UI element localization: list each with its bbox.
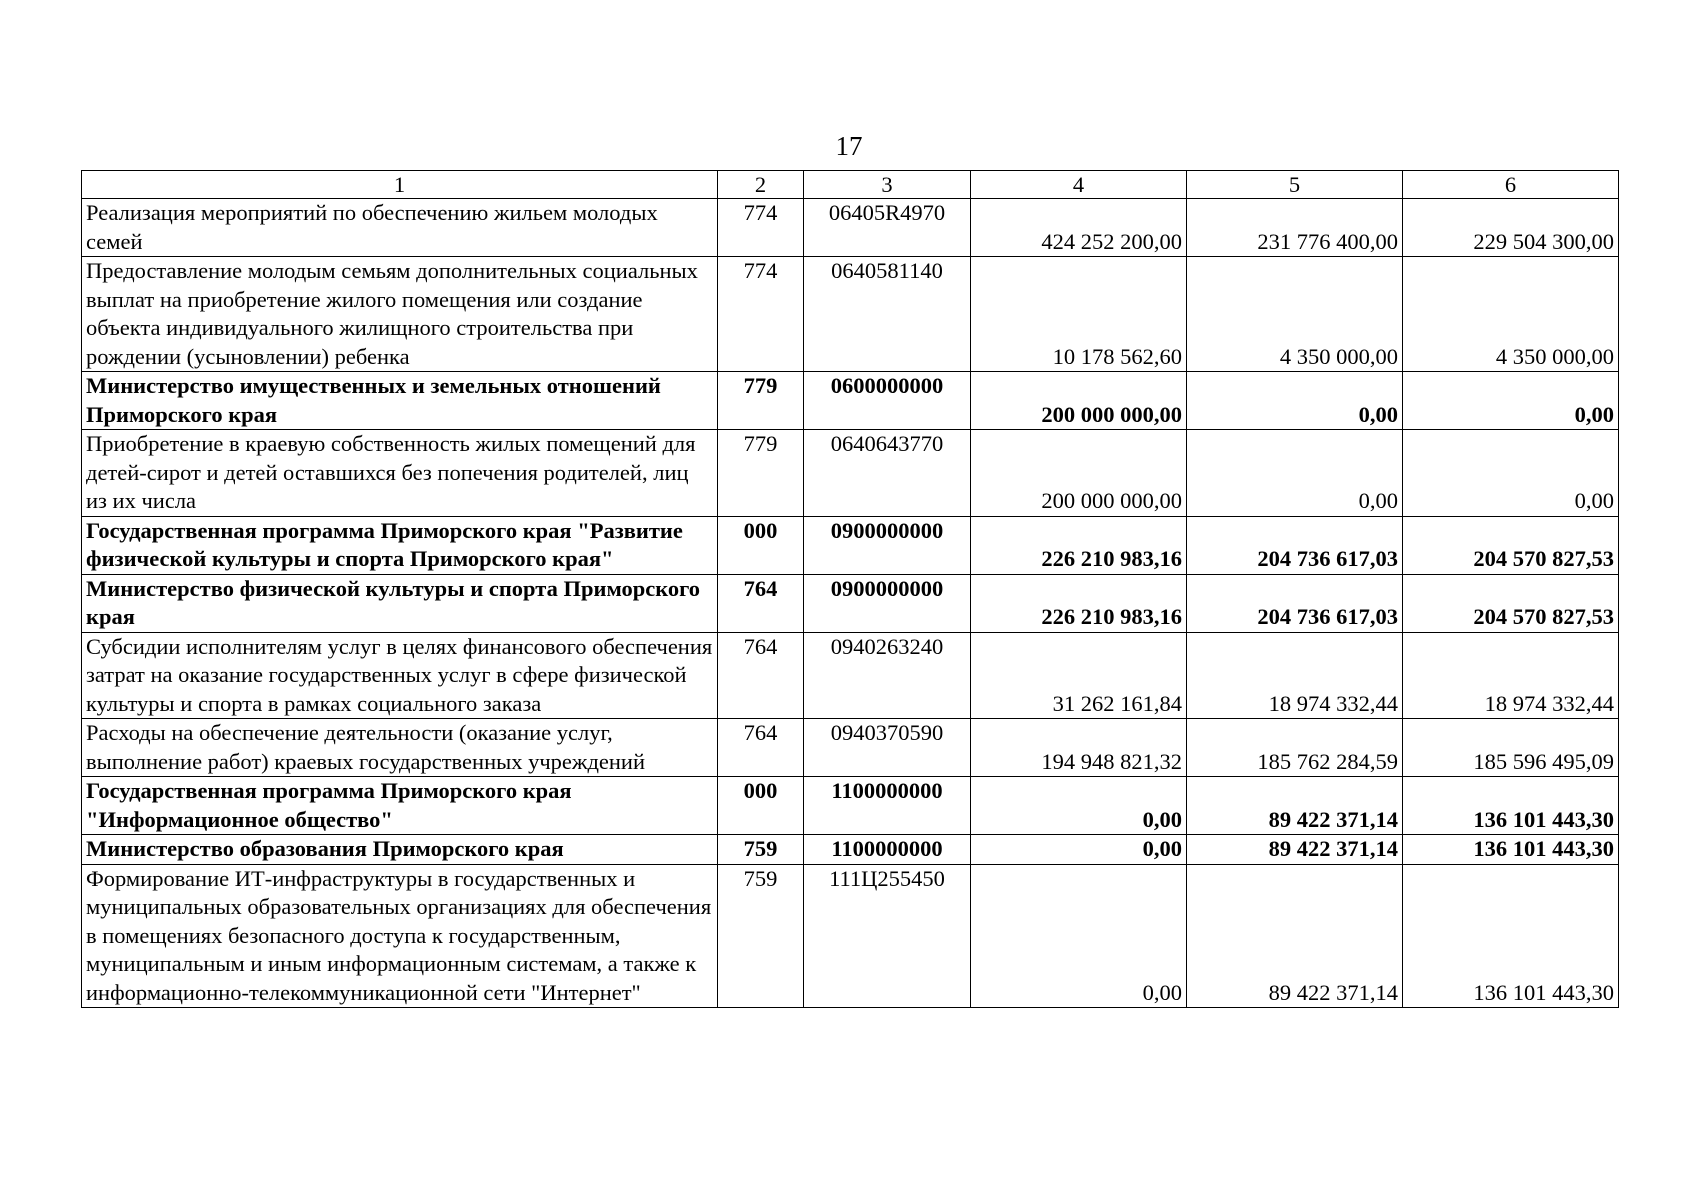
table-row (82, 516, 1619, 574)
row-value-col6: 18 974 332,44 (1403, 632, 1619, 719)
row-department-code: 774 (718, 199, 804, 257)
row-name: Государственная программа Приморского края "Развитие физической культуры и спорта Приморского края" (82, 516, 718, 574)
column-header: 2 (718, 171, 804, 199)
row-value-col5: 204 736 617,03 (1187, 516, 1403, 574)
row-value-col5: 89 422 371,14 (1187, 835, 1403, 865)
row-department-code: 779 (718, 372, 804, 430)
row-name: Расходы на обеспечение деятельности (оказание услуг, выполнение работ) краевых государственных учреждений (82, 719, 718, 777)
row-value-col6: 136 101 443,30 (1403, 835, 1619, 865)
table-row (82, 257, 1619, 372)
row-value-col4: 194 948 821,32 (971, 719, 1187, 777)
row-department-code: 774 (718, 257, 804, 372)
column-header: 3 (804, 171, 971, 199)
row-value-col5: 89 422 371,14 (1187, 777, 1403, 835)
column-header: 1 (82, 171, 718, 199)
row-value-col4: 200 000 000,00 (971, 372, 1187, 430)
row-target-code: 0600000000 (804, 372, 971, 430)
row-value-col4: 424 252 200,00 (971, 199, 1187, 257)
row-department-code: 764 (718, 632, 804, 719)
row-target-code: 1100000000 (804, 835, 971, 865)
row-value-col4: 226 210 983,16 (971, 516, 1187, 574)
row-value-col5: 18 974 332,44 (1187, 632, 1403, 719)
column-header: 4 (971, 171, 1187, 199)
row-target-code: 0640643770 (804, 430, 971, 517)
row-target-code: 111Ц255450 (804, 864, 971, 1008)
row-value-col5: 231 776 400,00 (1187, 199, 1403, 257)
row-name: Субсидии исполнителям услуг в целях финансового обеспечения затрат на оказание государственных услуг в сфере физической культуры и спорта в рамках социального заказа (82, 632, 718, 719)
row-name: Государственная программа Приморского края "Информационное общество" (82, 777, 718, 835)
row-value-col4: 10 178 562,60 (971, 257, 1187, 372)
row-value-col5: 0,00 (1187, 430, 1403, 517)
row-value-col6: 229 504 300,00 (1403, 199, 1619, 257)
table-row (82, 574, 1619, 632)
table-header-row (82, 171, 1619, 199)
row-value-col6: 4 350 000,00 (1403, 257, 1619, 372)
row-name: Предоставление молодым семьям дополнительных социальных выплат на приобретение жилого помещения или создание объекта индивидуального жилищного строительства при рождении (усыновлении) ребенка (82, 257, 718, 372)
row-value-col6: 0,00 (1403, 372, 1619, 430)
row-value-col6: 136 101 443,30 (1403, 864, 1619, 1008)
row-target-code: 06405R4970 (804, 199, 971, 257)
column-header: 5 (1187, 171, 1403, 199)
row-target-code: 0940263240 (804, 632, 971, 719)
row-value-col4: 200 000 000,00 (971, 430, 1187, 517)
row-name: Министерство физической культуры и спорта Приморского края (82, 574, 718, 632)
table-row (82, 777, 1619, 835)
row-target-code: 1100000000 (804, 777, 971, 835)
table-row (82, 430, 1619, 517)
row-department-code: 779 (718, 430, 804, 517)
row-value-col5: 204 736 617,03 (1187, 574, 1403, 632)
row-target-code: 0940370590 (804, 719, 971, 777)
row-value-col5: 89 422 371,14 (1187, 864, 1403, 1008)
row-name: Министерство образования Приморского края (82, 835, 718, 865)
table-row (82, 199, 1619, 257)
row-department-code: 000 (718, 777, 804, 835)
column-header: 6 (1403, 171, 1619, 199)
row-value-col4: 0,00 (971, 777, 1187, 835)
table-row (82, 632, 1619, 719)
row-target-code: 0640581140 (804, 257, 971, 372)
table-row (82, 372, 1619, 430)
row-name: Министерство имущественных и земельных отношений Приморского края (82, 372, 718, 430)
row-value-col6: 204 570 827,53 (1403, 516, 1619, 574)
row-name: Приобретение в краевую собственность жилых помещений для детей-сирот и детей оставшихся без попечения родителей, лиц из их числа (82, 430, 718, 517)
row-department-code: 759 (718, 864, 804, 1008)
row-value-col6: 136 101 443,30 (1403, 777, 1619, 835)
row-value-col6: 0,00 (1403, 430, 1619, 517)
row-value-col6: 185 596 495,09 (1403, 719, 1619, 777)
row-value-col5: 185 762 284,59 (1187, 719, 1403, 777)
row-value-col4: 0,00 (971, 835, 1187, 865)
row-value-col6: 204 570 827,53 (1403, 574, 1619, 632)
row-department-code: 759 (718, 835, 804, 865)
page-number: 17 (835, 131, 863, 161)
row-value-col4: 226 210 983,16 (971, 574, 1187, 632)
row-name: Реализация мероприятий по обеспечению жильем молодых семей (82, 199, 718, 257)
row-name: Формирование ИТ-инфраструктуры в государственных и муниципальных образовательных организациях для обеспечения в помещениях безопасного доступа к государственным, муниципальным и иным информационным системам, а также к информационно-телекоммуникационной сети "Интернет" (82, 864, 718, 1008)
table-row (82, 835, 1619, 865)
table-row (82, 864, 1619, 1008)
row-department-code: 764 (718, 574, 804, 632)
row-target-code: 0900000000 (804, 574, 971, 632)
row-department-code: 764 (718, 719, 804, 777)
row-value-col4: 0,00 (971, 864, 1187, 1008)
row-value-col5: 0,00 (1187, 372, 1403, 430)
row-target-code: 0900000000 (804, 516, 971, 574)
table-row (82, 719, 1619, 777)
row-value-col4: 31 262 161,84 (971, 632, 1187, 719)
row-department-code: 000 (718, 516, 804, 574)
budget-table (81, 170, 1619, 1008)
row-value-col5: 4 350 000,00 (1187, 257, 1403, 372)
